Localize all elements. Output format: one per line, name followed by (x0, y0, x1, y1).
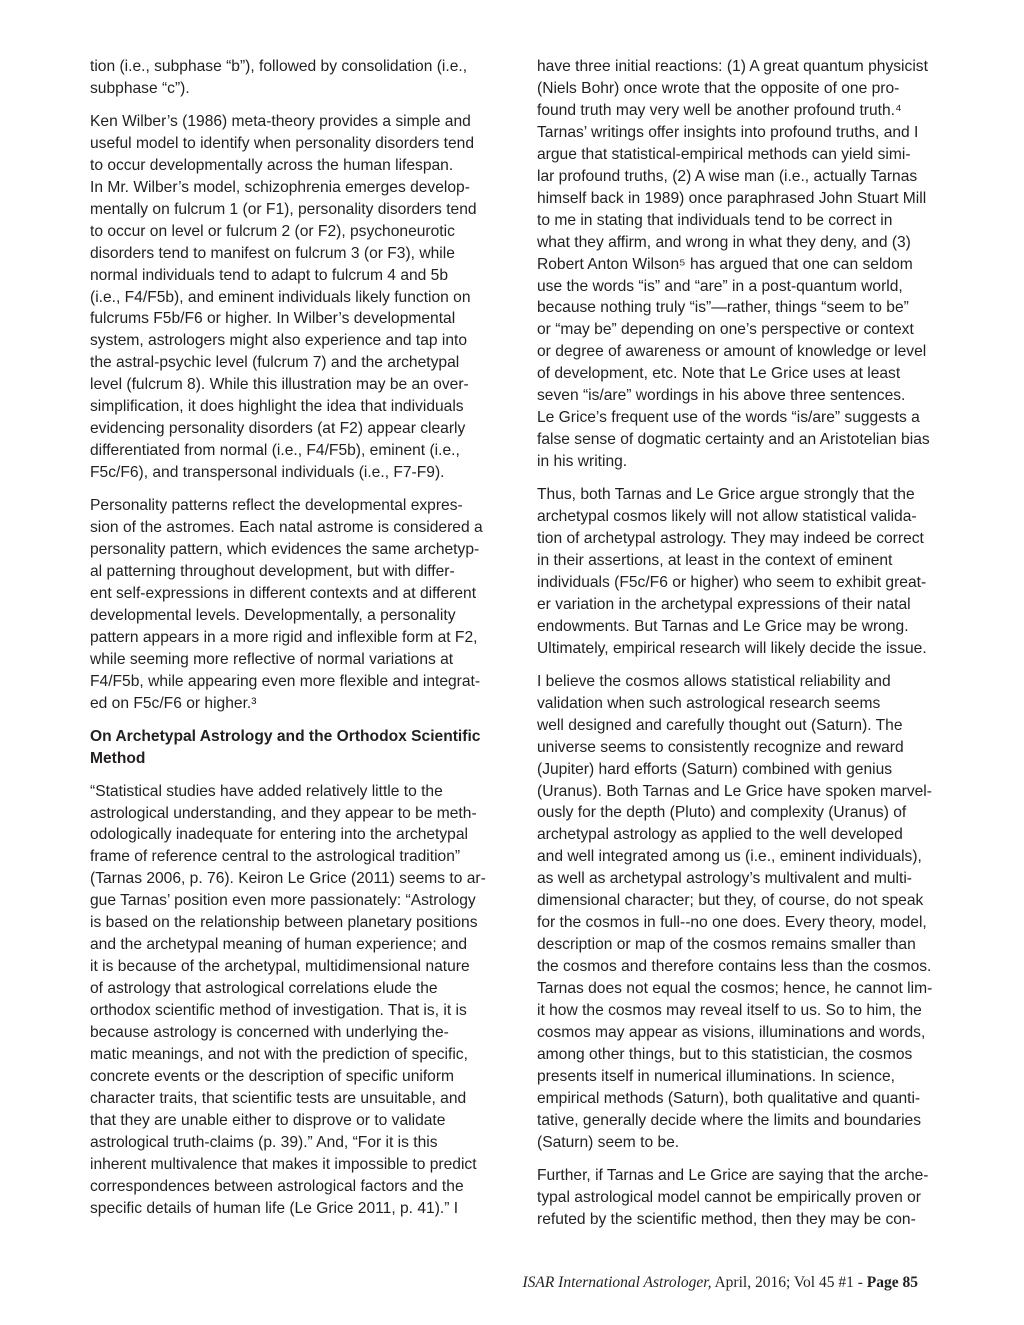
text-line: to occur developmentally across the human lifespan. (90, 156, 454, 174)
text-line: differentiated from normal (i.e., F4/F5b), eminent (i.e., (90, 442, 460, 460)
text-line: Thus, both Tarnas and Le Grice argue strongly that the (537, 486, 915, 504)
text-line: Method (90, 749, 146, 767)
text-line: I believe the cosmos allows statistical reliability and (537, 672, 891, 690)
text-line: description or map of the cosmos remains smaller than (537, 936, 916, 954)
text-line: concrete events or the description of specific uniform (90, 1067, 455, 1085)
text-line: In Mr. Wilber’s model, schizophrenia emerges develop- (90, 178, 470, 196)
text-line: correspondences between astrological factors and the (90, 1177, 464, 1195)
text-line: while seeming more reflective of normal variations at (90, 650, 454, 668)
text-line: well designed and carefully thought out (Saturn). The (537, 716, 903, 734)
text-line: evidencing personality disorders (at F2) appear clearly (90, 420, 466, 438)
text-line: (Saturn) seem to be. (537, 1133, 680, 1151)
text-line: of development, etc. Note that Le Grice uses at least (537, 365, 901, 383)
text-line: archetypal astrology as applied to the well developed (537, 826, 903, 844)
text-line: odologically inadequate for entering into the archetypal (90, 826, 468, 844)
text-line: subphase “c”). (90, 79, 190, 97)
footer-issue-info: April, 2016; Vol 45 #1 - (711, 1274, 867, 1291)
text-line: useful model to identify when personality disorders tend (90, 134, 474, 152)
text-line: what they affirm, and wrong in what they deny, and (3) (537, 233, 911, 251)
paragraph (90, 495, 522, 715)
text-line: is based on the relationship between planetary positions (90, 914, 478, 932)
text-line: among other things, but to this statistician, the cosmos (537, 1045, 913, 1063)
text-line: archetypal cosmos likely will not allow statistical valida- (537, 508, 917, 526)
footer-page-number: Page 85 (866, 1274, 918, 1291)
text-line: it is because of the archetypal, multidimensional nature (90, 958, 470, 976)
text-line: in their assertions, at least in the context of eminent (537, 551, 893, 569)
text-line: normal individuals tend to adapt to fulcrum 4 and 5b (90, 266, 449, 284)
text-line: dimensional character; but they, of course, do not speak (537, 892, 924, 910)
text-line: use the words “is” and “are” in a post-quantum world, (537, 277, 903, 295)
text-line: validation when such astrological research seems (537, 694, 881, 712)
text-line: ent self-expressions in different contexts and at different (90, 584, 477, 602)
text-line: of astrology that astrological correlations elude the (90, 980, 438, 998)
text-line: Le Grice’s frequent use of the words “is/are” suggests a (537, 409, 920, 427)
text-line: or “may be” depending on one’s perspective or context (537, 321, 914, 339)
text-line: individuals (F5c/F6 or higher) who seem to exhibit great- (537, 573, 927, 591)
text-line: and well integrated among us (i.e., eminent individuals), (537, 848, 922, 866)
text-line: empirical methods (Saturn), both qualitative and quanti- (537, 1089, 921, 1107)
text-line: fulcrums F5b/F6 or higher. In Wilber’s developmental (90, 310, 456, 328)
text-line: astrological understanding, and they appear to be meth- (90, 804, 477, 822)
text-line: personality pattern, which evidences the same archetyp- (90, 541, 480, 559)
text-line: On Archetypal Astrology and the Orthodox Scientific (90, 727, 481, 745)
text-line: (Niels Bohr) once wrote that the opposite of one pro- (537, 79, 900, 97)
text-line: argue that statistical-empirical methods can yield simi- (537, 145, 911, 163)
text-line: Personality patterns reflect the developmental expres- (90, 497, 463, 515)
text-line: simplification, it does highlight the idea that individuals (90, 398, 464, 416)
paragraph (90, 781, 522, 1220)
text-line: tion of archetypal astrology. They may indeed be correct (537, 530, 924, 548)
text-line: character traits, that scientific tests are unsuitable, and (90, 1089, 467, 1107)
paragraph (537, 671, 969, 1154)
text-line: F5c/F6), and transpersonal individuals (i.e., F7-F9). (90, 464, 445, 482)
text-line: typal astrological model cannot be empirically proven or (537, 1188, 921, 1206)
text-line: endowments. But Tarnas and Le Grice may be wrong. (537, 617, 909, 635)
text-line: disorders tend to manifest on fulcrum 3 (or F3), while (90, 244, 455, 262)
text-line: seven “is/are” wordings in his above three sentences. (537, 387, 906, 405)
page-footer (522, 1274, 918, 1292)
paragraph (90, 56, 522, 100)
paragraph (537, 1165, 969, 1231)
text-line: Ken Wilber’s (1986) meta-theory provides a simple and (90, 112, 471, 130)
text-line: the astral-psychic level (fulcrum 7) and the archetypal (90, 354, 460, 372)
text-line: sion of the astromes. Each natal astrome is considered a (90, 519, 483, 537)
text-line: because nothing truly “is”—rather, things “seem to be” (537, 299, 909, 317)
footer-journal-name: ISAR International Astrologer, (522, 1274, 712, 1291)
text-line: inherent multivalence that makes it impossible to predict (90, 1155, 477, 1173)
text-line: because astrology is concerned with underlying the- (90, 1024, 449, 1042)
text-line: Robert Anton Wilson⁵ has argued that one can seldom (537, 255, 913, 273)
text-line: specific details of human life (Le Grice 2011, p. 41).” I (90, 1199, 459, 1217)
text-line: refuted by the scientific method, then they may be con- (537, 1210, 916, 1228)
text-line: mentally on fulcrum 1 (or F1), personality disorders tend (90, 200, 477, 218)
text-line: it how the cosmos may reveal itself to us. So to him, the (537, 1002, 922, 1020)
text-line: orthodox scientific method of investigation. That is, it is (90, 1002, 467, 1020)
text-line: pattern appears in a more rigid and inflexible form at F2, (90, 628, 478, 646)
text-line: developmental levels. Developmentally, a personality (90, 606, 456, 624)
text-line: Further, if Tarnas and Le Grice are saying that the arche- (537, 1166, 929, 1184)
text-line: “Statistical studies have added relatively little to the (90, 782, 443, 800)
text-line: for the cosmos in full--no one does. Every theory, model, (537, 914, 927, 932)
text-line: ed on F5c/F6 or higher.³ (90, 694, 257, 712)
text-line: al patterning throughout development, but with differ- (90, 562, 455, 580)
text-line: have three initial reactions: (1) A great quantum physicist (537, 58, 928, 75)
text-line: that they are unable either to disprove or to validate (90, 1111, 446, 1129)
right-column (537, 56, 969, 1242)
text-line: astrological truth-claims (p. 39).” And, “For it is this (90, 1133, 438, 1151)
left-column (90, 56, 522, 1231)
text-line: presents itself in numerical illuminations. In science, (537, 1067, 895, 1085)
text-line: lar profound truths, (2) A wise man (i.e., actually Tarnas (537, 167, 918, 185)
paragraph (90, 111, 522, 484)
text-line: (Jupiter) hard efforts (Saturn) combined with genius (537, 760, 893, 778)
text-line: system, astrologers might also experience and tap into (90, 332, 468, 350)
text-line: the cosmos and therefore contains less than the cosmos. (537, 958, 932, 976)
text-line: universe seems to consistently recognize and reward (537, 738, 904, 756)
text-line: himself back in 1989) once paraphrased John Stuart Mill (537, 189, 927, 207)
text-line: Tarnas’ writings offer insights into profound truths, and I (537, 123, 919, 141)
text-line: as well as archetypal astrology’s multivalent and multi- (537, 870, 912, 888)
text-line: er variation in the archetypal expressions of their natal (537, 595, 911, 613)
text-line: gue Tarnas’ position even more passionately: “Astrology (90, 892, 476, 910)
text-line: F4/F5b, while appearing even more flexible and integrat- (90, 672, 481, 690)
paragraph (537, 484, 969, 660)
text-line: level (fulcrum 8). While this illustration may be an over- (90, 376, 469, 394)
text-line: (Uranus). Both Tarnas and Le Grice have spoken marvel- (537, 782, 932, 800)
text-line: matic meanings, and not with the prediction of specific, (90, 1045, 468, 1063)
paragraph (537, 56, 969, 473)
text-line: in his writing. (537, 453, 628, 471)
text-line: to occur on level or fulcrum 2 (or F2), psychoneurotic (90, 222, 455, 240)
text-line: Ultimately, empirical research will likely decide the issue. (537, 639, 927, 657)
text-line: tative, generally decide where the limits and boundaries (537, 1111, 922, 1129)
text-line: cosmos may appear as visions, illuminations and words, (537, 1023, 926, 1041)
text-line: (Tarnas 2006, p. 76). Keiron Le Grice (2011) seems to ar- (90, 870, 486, 888)
text-line: frame of reference central to the astrological tradition” (90, 848, 461, 866)
text-line: ously for the depth (Pluto) and complexity (Uranus) of (537, 804, 907, 822)
text-line: tion (i.e., subphase “b”), followed by consolidation (i.e., (90, 58, 468, 75)
text-line: and the archetypal meaning of human experience; and (90, 936, 468, 954)
text-line: or degree of awareness or amount of knowledge or level (537, 343, 927, 361)
text-line: Tarnas does not equal the cosmos; hence, he cannot lim- (537, 980, 933, 998)
text-line: to me in stating that individuals tend to be correct in (537, 211, 893, 229)
text-line: false sense of dogmatic certainty and an Aristotelian bias (537, 431, 930, 449)
text-line: (i.e., F4/F5b), and eminent individuals likely function on (90, 288, 471, 306)
section-heading (90, 726, 522, 770)
text-line: found truth may very well be another profound truth.⁴ (537, 101, 902, 119)
